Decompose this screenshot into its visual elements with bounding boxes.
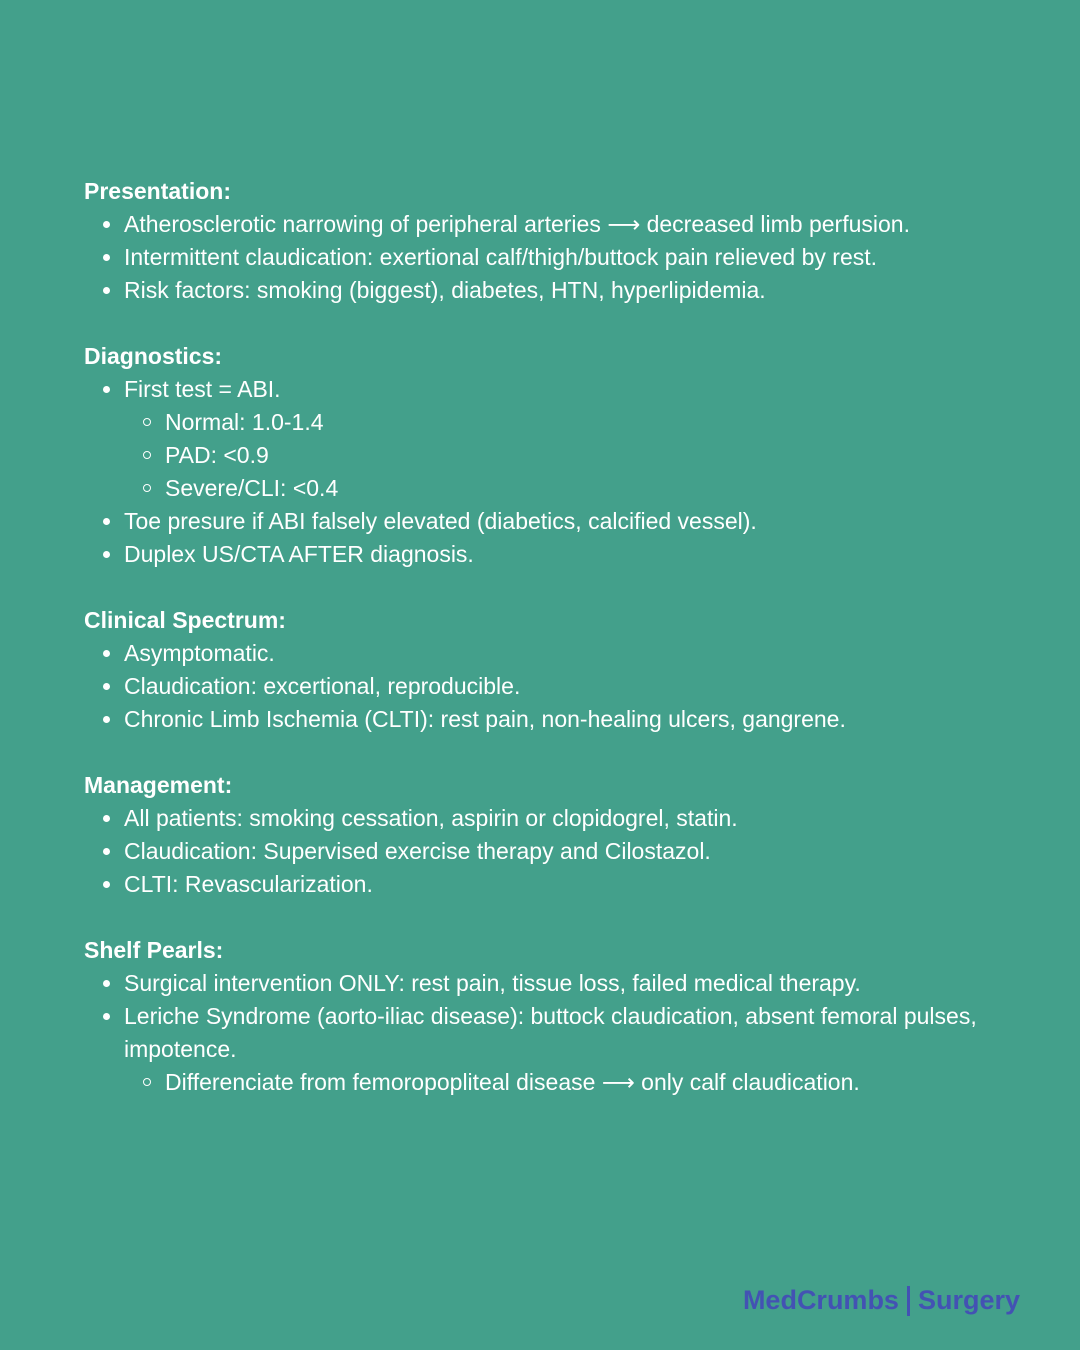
sub-list-item xyxy=(84,406,1004,439)
hollow-bullet-icon xyxy=(143,1078,151,1086)
brand-divider xyxy=(907,1286,910,1316)
list-item xyxy=(84,208,1004,241)
list-item-text: Claudication: excertional, reproducible. xyxy=(124,673,521,699)
list-item-text: Surgical intervention ONLY: rest pain, tissue loss, failed medical therapy. xyxy=(124,970,861,996)
list-item xyxy=(84,241,1004,274)
list-item-text: Leriche Syndrome (aorto-iliac disease): buttock claudication, absent femoral pulses, impotence. xyxy=(124,1003,977,1062)
brand-subject: Surgery xyxy=(917,1285,1020,1315)
hollow-bullet-icon xyxy=(143,418,151,426)
section-shelf-pearls xyxy=(84,934,1004,1099)
section-heading: Presentation: xyxy=(84,178,231,204)
section-diagnostics xyxy=(84,340,1004,571)
bullet-icon xyxy=(103,683,110,690)
bullet-list xyxy=(84,208,1004,307)
list-item xyxy=(84,538,1004,571)
list-item xyxy=(84,868,1004,901)
list-item-text: Duplex US/CTA AFTER diagnosis. xyxy=(124,541,474,567)
bullet-list xyxy=(84,802,1004,901)
list-item-text: Asymptomatic. xyxy=(124,640,275,666)
list-item-text: All patients: smoking cessation, aspirin or clopidogrel, statin. xyxy=(124,805,738,831)
list-item xyxy=(84,967,1004,1000)
list-item-text: Atherosclerotic narrowing of peripheral arteries ⟶ decreased limb perfusion. xyxy=(124,211,910,237)
section-management xyxy=(84,769,1004,901)
section-presentation xyxy=(84,175,1004,307)
list-item-text: Toe presure if ABI falsely elevated (diabetics, calcified vessel). xyxy=(124,508,757,534)
bullet-icon xyxy=(103,551,110,558)
bullet-icon xyxy=(103,980,110,987)
section-heading: Shelf Pearls: xyxy=(84,937,224,963)
bullet-icon xyxy=(103,716,110,723)
sub-list-item xyxy=(84,472,1004,505)
bullet-icon xyxy=(103,386,110,393)
list-item-text: Claudication: Supervised exercise therapy and Cilostazol. xyxy=(124,838,711,864)
list-item xyxy=(84,703,1004,736)
sub-list-item xyxy=(84,1066,1004,1099)
list-item xyxy=(84,373,1004,406)
list-item-text: Severe/CLI: <0.4 xyxy=(165,475,339,501)
bullet-icon xyxy=(103,287,110,294)
hollow-bullet-icon xyxy=(143,484,151,492)
list-item-text: Differenciate from femoropopliteal disease ⟶ only calf claudication. xyxy=(165,1069,860,1095)
list-item-text: Normal: 1.0-1.4 xyxy=(165,409,324,435)
bullet-icon xyxy=(103,1013,110,1020)
list-item xyxy=(84,505,1004,538)
list-item-text: First test = ABI. xyxy=(124,376,281,402)
list-item-text: Risk factors: smoking (biggest), diabetes, HTN, hyperlipidemia. xyxy=(124,277,766,303)
list-item-text: Chronic Limb Ischemia (CLTI): rest pain, non-healing ulcers, gangrene. xyxy=(124,706,846,732)
hollow-bullet-icon xyxy=(143,451,151,459)
bullet-list xyxy=(84,373,1004,571)
list-item xyxy=(84,1000,1004,1066)
bullet-icon xyxy=(103,815,110,822)
bullet-icon xyxy=(103,848,110,855)
bullet-icon xyxy=(103,221,110,228)
list-item xyxy=(84,835,1004,868)
section-heading: Management: xyxy=(84,772,233,798)
notes-content xyxy=(84,175,1004,1132)
bullet-list xyxy=(84,637,1004,736)
section-clinical-spectrum xyxy=(84,604,1004,736)
bullet-icon xyxy=(103,881,110,888)
bullet-icon xyxy=(103,518,110,525)
list-item-text: Intermittent claudication: exertional calf/thigh/buttock pain relieved by rest. xyxy=(124,244,878,270)
bullet-icon xyxy=(103,650,110,657)
list-item xyxy=(84,670,1004,703)
bullet-icon xyxy=(103,254,110,261)
section-heading: Diagnostics: xyxy=(84,343,223,369)
brand-logo xyxy=(743,1285,1020,1316)
sub-list-item xyxy=(84,439,1004,472)
list-item-text: PAD: <0.9 xyxy=(165,442,269,468)
list-item-text: CLTI: Revascularization. xyxy=(124,871,373,897)
bullet-list xyxy=(84,967,1004,1099)
brand-name: MedCrumbs xyxy=(742,1285,899,1315)
section-heading: Clinical Spectrum: xyxy=(84,607,286,633)
list-item xyxy=(84,274,1004,307)
list-item xyxy=(84,637,1004,670)
list-item xyxy=(84,802,1004,835)
